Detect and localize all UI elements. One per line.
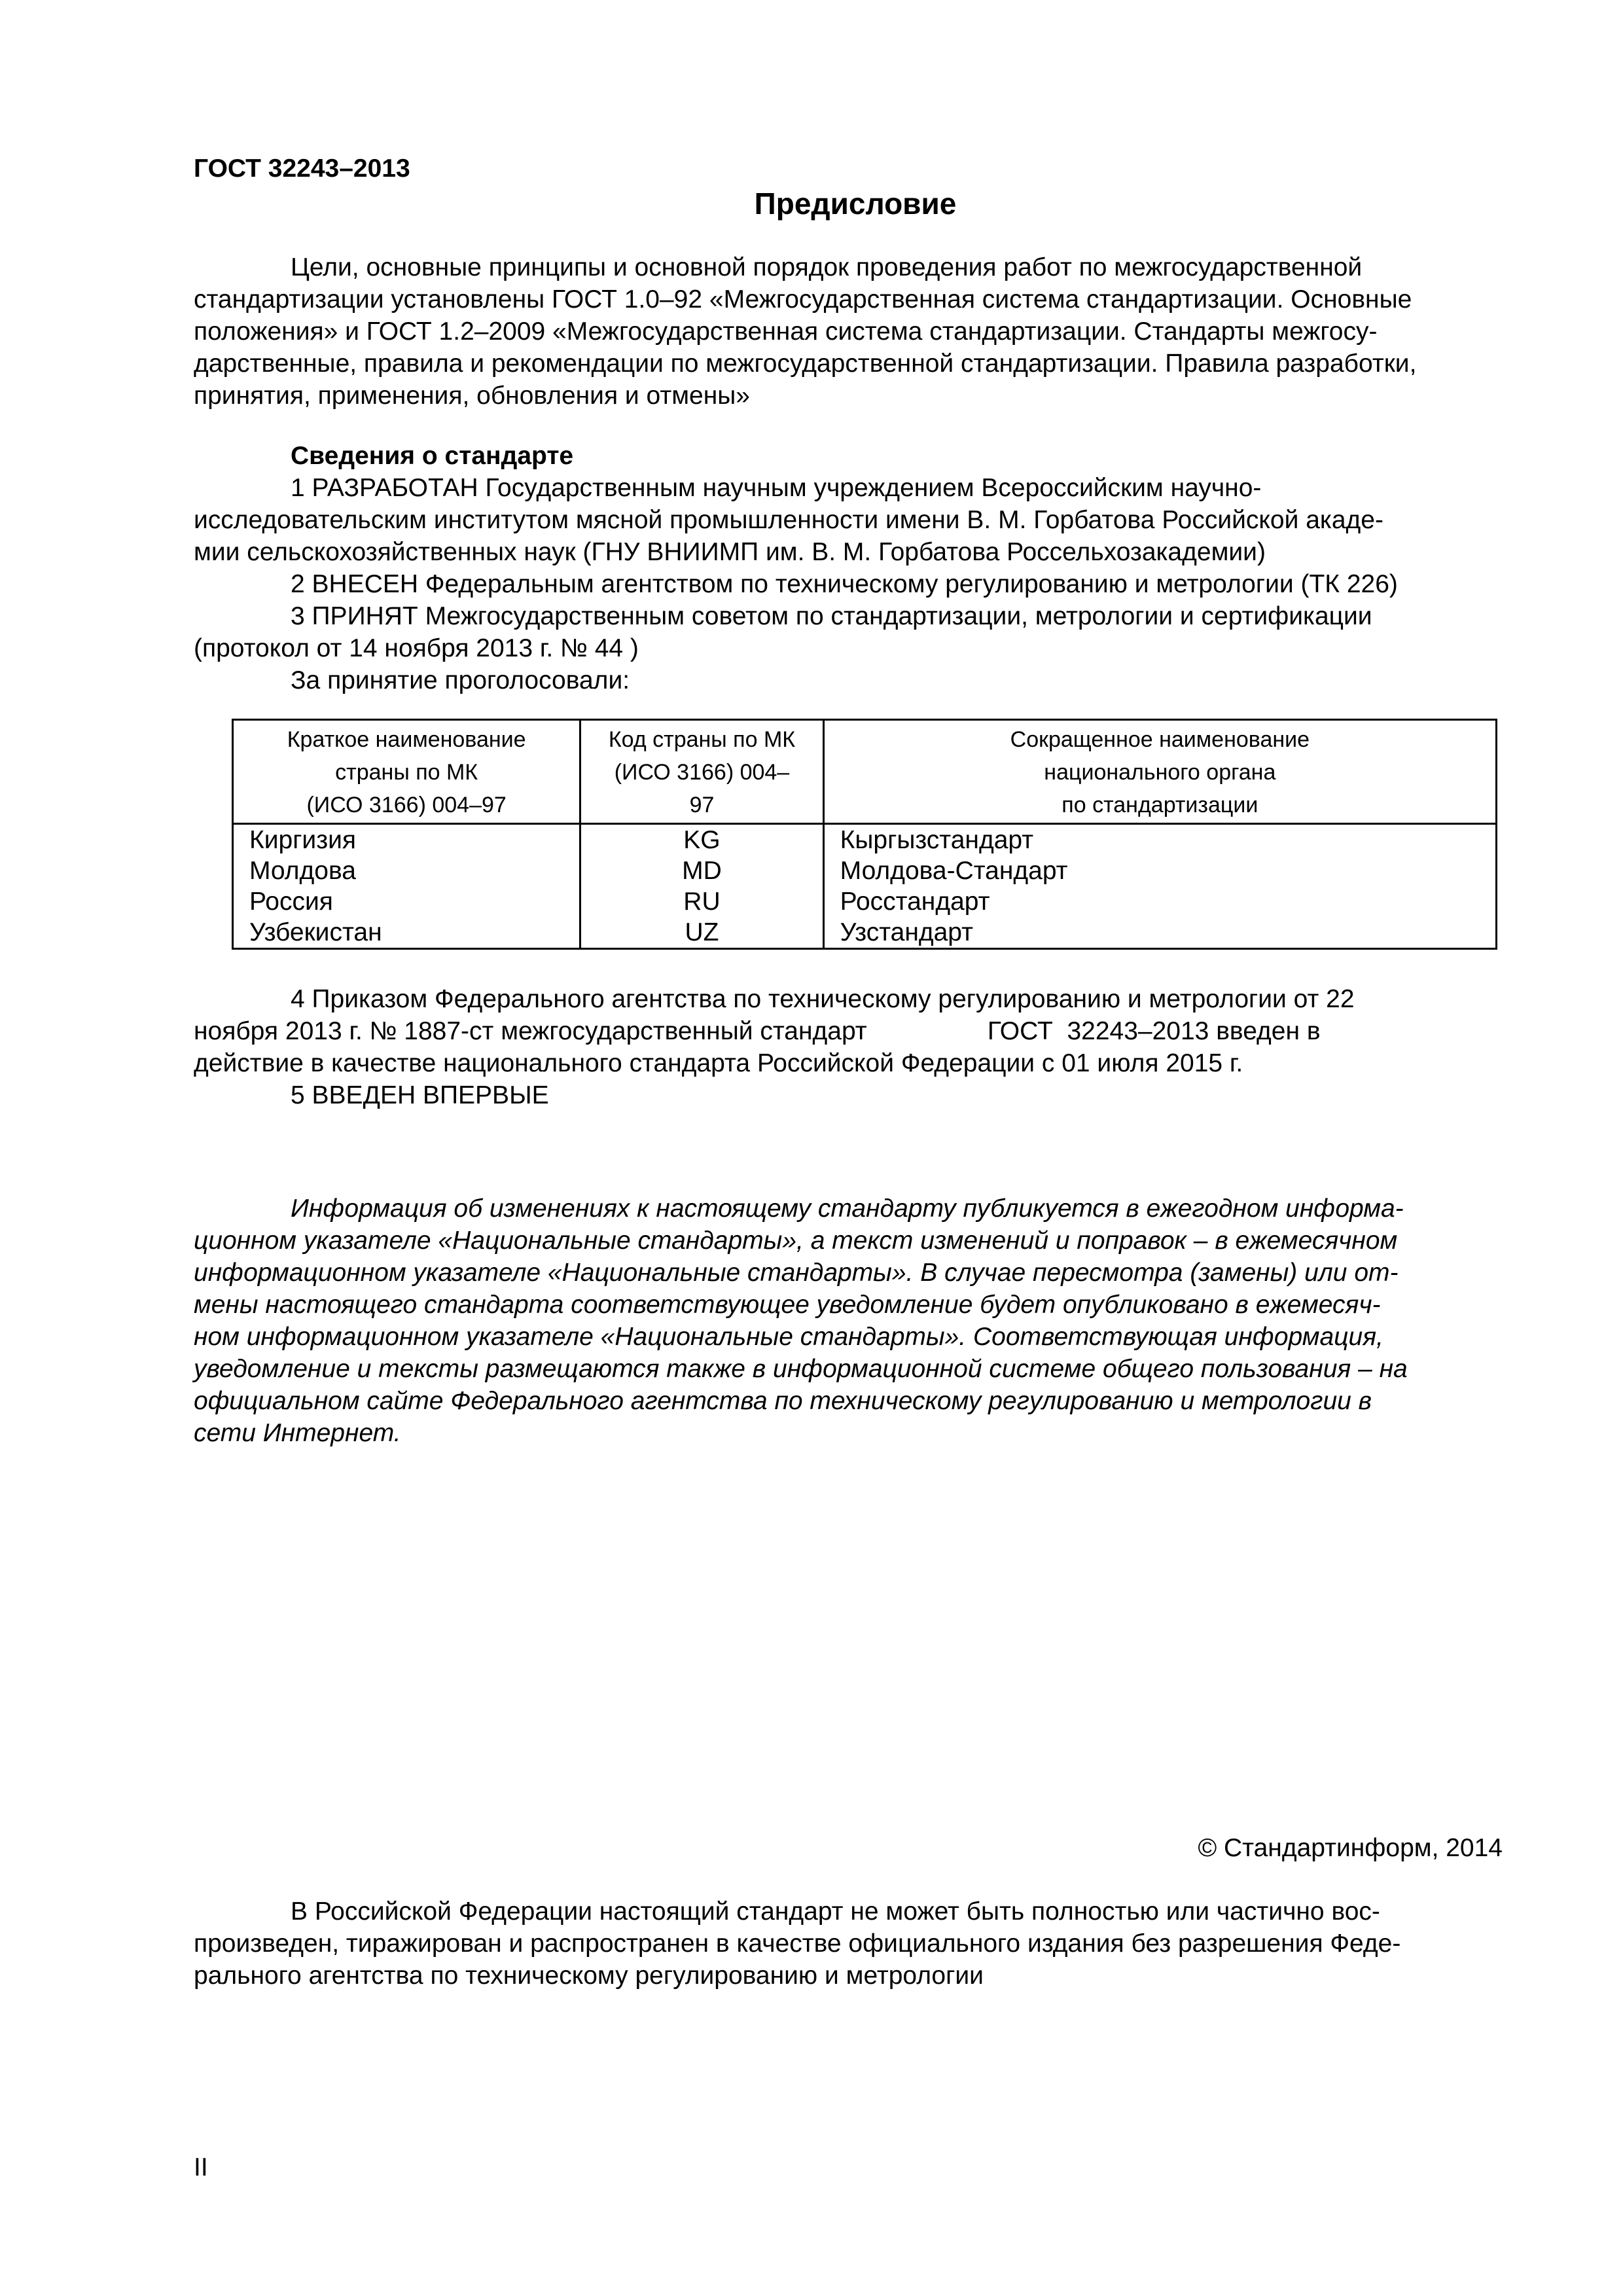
- rights-line: В Российской Федерации настоящий стандарт не может быть полностью или частично вос-: [291, 1897, 1380, 1926]
- intro-line: положения» и ГОСТ 1.2–2009 «Межгосударственная система стандартизации. Стандарты межгосу-: [194, 317, 1378, 346]
- code-cell: MD: [580, 855, 823, 886]
- doc-code-header: ГОСТ 32243–2013: [194, 154, 410, 183]
- rights-line: рального агентства по техническому регулированию и метрологии: [194, 1962, 984, 1990]
- code-cell: RU: [580, 886, 823, 917]
- intro-paragraph: [194, 251, 1503, 412]
- column-header-code: Код страны по МК (ИСО 3166) 004– 97: [580, 720, 823, 824]
- vote-label: За принятие проголосовали:: [291, 666, 630, 694]
- info-heading: Сведения о стандарте: [291, 442, 574, 470]
- info-item-4: [194, 983, 1503, 1079]
- info-item-1-line: исследовательским институтом мясной промышленности имени В. М. Горбатова Российской акаде-: [194, 506, 1383, 534]
- country-cell: Россия: [233, 886, 580, 917]
- notice-line: ном информационном указателе «Национальные стандарты». Соответствующая информация,: [194, 1323, 1383, 1351]
- info-item-3-line: (протокол от 14 ноября 2013 г. № 44 ): [194, 634, 639, 662]
- copyright-notice: © Стандартинформ, 2014: [1198, 1834, 1503, 1862]
- enactment-info: [194, 983, 1503, 1111]
- country-cell: Узбекистан: [233, 917, 580, 949]
- notice-line: сети Интернет.: [194, 1419, 401, 1447]
- notice-line: официальном сайте Федерального агентства по техническому регулированию и метрологии в: [194, 1387, 1372, 1415]
- table-header-row: [233, 720, 1497, 824]
- notice-line: ционном указателе «Национальные стандарты», а текст изменений и поправок – в ежемесячном: [194, 1227, 1398, 1255]
- info-item-1-line: мии сельскохозяйственных наук (ГНУ ВНИИМП им. В. М. Горбатова Россельхозакадемии): [194, 538, 1266, 566]
- voting-countries-table: [232, 719, 1497, 950]
- info-item-3-line: 3 ПРИНЯТ Межгосударственным советом по стандартизации, метрологии и сертификации: [291, 602, 1372, 630]
- table-row: [233, 824, 1497, 856]
- country-cell: Молдова: [233, 855, 580, 886]
- body-cell: Кыргызстандарт: [823, 824, 1496, 856]
- standard-info: [194, 440, 1503, 696]
- info-item-4-line: 4 Приказом Федерального агентства по техническому регулированию и метрологии от 22: [291, 985, 1355, 1013]
- amendment-notice: [194, 1193, 1503, 1449]
- page-number: II: [194, 2153, 208, 2181]
- info-item-4-line: действие в качестве национального стандарта Российской Федерации с 01 июля 2015 г.: [194, 1049, 1243, 1077]
- rights-line: произведен, тиражирован и распространен в качестве официального издания без разрешения Феде-: [194, 1929, 1401, 1958]
- code-cell: KG: [580, 824, 823, 856]
- table-row: [233, 855, 1497, 886]
- notice-line: мены настоящего стандарта соответствующее уведомление будет опубликовано в ежемесяч-: [194, 1291, 1381, 1319]
- body-cell: Росстандарт: [823, 886, 1496, 917]
- notice-line: уведомление и тексты размещаются также в информационной системе общего пользования – на: [194, 1355, 1408, 1383]
- table-row: [233, 917, 1497, 949]
- page-title: Предисловие: [754, 187, 957, 221]
- intro-line: Цели, основные принципы и основной порядок проведения работ по межгосударственной: [291, 253, 1363, 281]
- body-cell: Молдова-Стандарт: [823, 855, 1496, 886]
- code-cell: UZ: [580, 917, 823, 949]
- intro-line: стандартизации установлены ГОСТ 1.0–92 «Межгосударственная система стандартизации. Основные: [194, 285, 1412, 314]
- body-cell: Узстандарт: [823, 917, 1496, 949]
- notice-line: информационном указателе «Национальные стандарты». В случае пересмотра (замены) или от-: [194, 1259, 1399, 1287]
- info-item-5: 5 ВВЕДЕН ВПЕРВЫЕ: [291, 1081, 549, 1109]
- info-item-2: 2 ВНЕСЕН Федеральным агентством по техническому регулированию и метрологии (ТК 226): [291, 570, 1398, 598]
- table-row: [233, 886, 1497, 917]
- rights-paragraph: [194, 1895, 1503, 1992]
- info-item-4-line: ноября 2013 г. № 1887-ст межгосударственный стандарт ГОСТ 32243–2013 введен в: [194, 1017, 1321, 1045]
- column-header-body: Сокращенное наименование национального органа по стандартизации: [823, 720, 1496, 824]
- info-item-1: [194, 472, 1503, 568]
- country-cell: Киргизия: [233, 824, 580, 856]
- intro-line: дарственные, правила и рекомендации по межгосударственной стандартизации. Правила разработки,: [194, 350, 1417, 378]
- notice-line: Информация об изменениях к настоящему стандарту публикуется в ежегодном информа-: [291, 1194, 1404, 1223]
- info-item-1-line: 1 РАЗРАБОТАН Государственным научным учреждением Всероссийским научно-: [291, 474, 1262, 502]
- column-header-country: Краткое наименование страны по МК (ИСО 3166) 004–97: [233, 720, 580, 824]
- intro-line: принятия, применения, обновления и отмены»: [194, 382, 751, 410]
